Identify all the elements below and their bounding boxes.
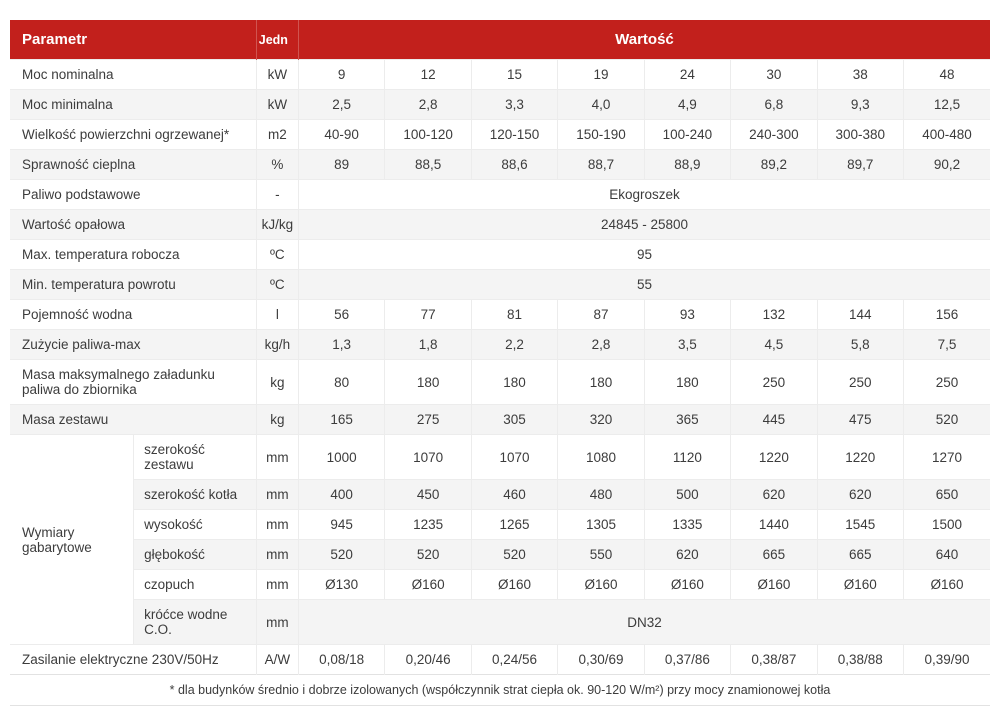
value-cell: 180 — [558, 360, 644, 405]
value-cell: 0,24/56 — [471, 645, 557, 675]
value-cell: 93 — [644, 300, 730, 330]
value-cell: 1120 — [644, 435, 730, 480]
unit-cell: mm — [256, 480, 298, 510]
value-cell: 450 — [385, 480, 471, 510]
value-cell: 88,7 — [558, 150, 644, 180]
value-cell: 89 — [298, 150, 384, 180]
value-cell: 88,6 — [471, 150, 557, 180]
value-cell: 520 — [471, 540, 557, 570]
value-cell: 89,2 — [731, 150, 817, 180]
unit-cell: kJ/kg — [256, 210, 298, 240]
value-cell: 240-300 — [731, 120, 817, 150]
value-cell: 1335 — [644, 510, 730, 540]
param-sub-label: wysokość — [134, 510, 257, 540]
header-jedn: Jedn — [256, 20, 298, 60]
value-cell: 100-120 — [385, 120, 471, 150]
param-label: Zużycie paliwa-max — [10, 330, 256, 360]
value-cell: 0,20/46 — [385, 645, 471, 675]
value-cell: 1235 — [385, 510, 471, 540]
value-cell: 3,3 — [471, 90, 557, 120]
param-label: Wartość opałowa — [10, 210, 256, 240]
value-cell: 81 — [471, 300, 557, 330]
unit-cell: ºC — [256, 270, 298, 300]
unit-cell: kg — [256, 360, 298, 405]
spec-table — [10, 20, 990, 706]
value-cell: 2,2 — [471, 330, 557, 360]
table-row — [10, 360, 990, 405]
value-cell: 1000 — [298, 435, 384, 480]
value-cell: 1,8 — [385, 330, 471, 360]
param-sub-label: szerokość kotła — [134, 480, 257, 510]
value-cell: 1070 — [471, 435, 557, 480]
value-cell: 156 — [904, 300, 990, 330]
value-cell: 250 — [904, 360, 990, 405]
param-label: Moc nominalna — [10, 60, 256, 90]
value-cell: 100-240 — [644, 120, 730, 150]
value-cell: 12,5 — [904, 90, 990, 120]
unit-cell: - — [256, 180, 298, 210]
param-sub-label: króćce wodne C.O. — [134, 600, 257, 645]
value-cell: 87 — [558, 300, 644, 330]
value-cell: 520 — [904, 405, 990, 435]
table-row — [10, 180, 990, 210]
table-row — [10, 600, 990, 645]
unit-cell: ºC — [256, 240, 298, 270]
value-cell: 520 — [385, 540, 471, 570]
value-cell: 80 — [298, 360, 384, 405]
value-cell: Ø160 — [644, 570, 730, 600]
value-cell: 2,8 — [385, 90, 471, 120]
value-cell: 665 — [731, 540, 817, 570]
value-cell: 88,9 — [644, 150, 730, 180]
unit-cell: mm — [256, 435, 298, 480]
param-label: Masa maksymalnego załadunku paliwa do zbiornika — [10, 360, 256, 405]
unit-cell: kg/h — [256, 330, 298, 360]
unit-cell: mm — [256, 510, 298, 540]
value-cell: 1440 — [731, 510, 817, 540]
table-row — [10, 330, 990, 360]
value-cell: 9,3 — [817, 90, 903, 120]
spec-table-header — [10, 20, 990, 60]
unit-cell: kW — [256, 90, 298, 120]
value-cell: 19 — [558, 60, 644, 90]
value-cell: 6,8 — [731, 90, 817, 120]
value-cell: Ø160 — [385, 570, 471, 600]
unit-cell: m2 — [256, 120, 298, 150]
param-label: Sprawność cieplna — [10, 150, 256, 180]
table-row — [10, 120, 990, 150]
value-cell: 7,5 — [904, 330, 990, 360]
value-cell: 15 — [471, 60, 557, 90]
value-cell: 180 — [644, 360, 730, 405]
value-cell: 0,38/88 — [817, 645, 903, 675]
value-cell: 305 — [471, 405, 557, 435]
value-cell: 2,8 — [558, 330, 644, 360]
value-cell: 89,7 — [817, 150, 903, 180]
value-cell: 4,9 — [644, 90, 730, 120]
param-sub-label: czopuch — [134, 570, 257, 600]
param-label: Masa zestawu — [10, 405, 256, 435]
merged-value-cell: Ekogroszek — [298, 180, 990, 210]
value-cell: 2,5 — [298, 90, 384, 120]
unit-cell: mm — [256, 540, 298, 570]
unit-cell: kW — [256, 60, 298, 90]
value-cell: 650 — [904, 480, 990, 510]
merged-value-cell: 95 — [298, 240, 990, 270]
unit-cell: mm — [256, 570, 298, 600]
value-cell: 400 — [298, 480, 384, 510]
table-row — [10, 510, 990, 540]
value-cell: 0,39/90 — [904, 645, 990, 675]
param-label: Moc minimalna — [10, 90, 256, 120]
value-cell: 38 — [817, 60, 903, 90]
value-cell: 250 — [817, 360, 903, 405]
table-row — [10, 90, 990, 120]
value-cell: 48 — [904, 60, 990, 90]
value-cell: 300-380 — [817, 120, 903, 150]
unit-cell: l — [256, 300, 298, 330]
value-cell: Ø130 — [298, 570, 384, 600]
value-cell: 77 — [385, 300, 471, 330]
group-label: Wymiary gabarytowe — [10, 435, 134, 645]
value-cell: 945 — [298, 510, 384, 540]
value-cell: 3,5 — [644, 330, 730, 360]
table-row — [10, 540, 990, 570]
param-label: Max. temperatura robocza — [10, 240, 256, 270]
value-cell: 250 — [731, 360, 817, 405]
header-parametr: Parametr — [10, 20, 256, 60]
value-cell: 460 — [471, 480, 557, 510]
table-row — [10, 240, 990, 270]
table-row — [10, 435, 990, 480]
footnote-row — [10, 675, 990, 706]
merged-value-cell: 24845 - 25800 — [298, 210, 990, 240]
table-row — [10, 270, 990, 300]
value-cell: 1,3 — [298, 330, 384, 360]
value-cell: 1305 — [558, 510, 644, 540]
value-cell: 40-90 — [298, 120, 384, 150]
value-cell: 665 — [817, 540, 903, 570]
value-cell: 0,38/87 — [731, 645, 817, 675]
value-cell: Ø160 — [471, 570, 557, 600]
value-cell: 165 — [298, 405, 384, 435]
value-cell: 1220 — [817, 435, 903, 480]
value-cell: 1070 — [385, 435, 471, 480]
param-label: Paliwo podstawowe — [10, 180, 256, 210]
table-row — [10, 60, 990, 90]
value-cell: 132 — [731, 300, 817, 330]
value-cell: 1080 — [558, 435, 644, 480]
value-cell: 475 — [817, 405, 903, 435]
value-cell: 365 — [644, 405, 730, 435]
value-cell: 120-150 — [471, 120, 557, 150]
param-label: Zasilanie elektryczne 230V/50Hz — [10, 645, 256, 675]
unit-cell: % — [256, 150, 298, 180]
param-sub-label: szerokość zestawu — [134, 435, 257, 480]
value-cell: Ø160 — [558, 570, 644, 600]
value-cell: Ø160 — [817, 570, 903, 600]
value-cell: 620 — [817, 480, 903, 510]
value-cell: 1500 — [904, 510, 990, 540]
value-cell: 5,8 — [817, 330, 903, 360]
table-row — [10, 150, 990, 180]
value-cell: 56 — [298, 300, 384, 330]
value-cell: 480 — [558, 480, 644, 510]
table-row — [10, 300, 990, 330]
param-label: Wielkość powierzchni ogrzewanej* — [10, 120, 256, 150]
value-cell: 180 — [385, 360, 471, 405]
table-row — [10, 210, 990, 240]
value-cell: 4,5 — [731, 330, 817, 360]
value-cell: 1545 — [817, 510, 903, 540]
value-cell: 180 — [471, 360, 557, 405]
value-cell: 400-480 — [904, 120, 990, 150]
value-cell: 1265 — [471, 510, 557, 540]
unit-cell: kg — [256, 405, 298, 435]
value-cell: 24 — [644, 60, 730, 90]
value-cell: 0,30/69 — [558, 645, 644, 675]
param-label: Min. temperatura powrotu — [10, 270, 256, 300]
value-cell: 1220 — [731, 435, 817, 480]
value-cell: 520 — [298, 540, 384, 570]
value-cell: 500 — [644, 480, 730, 510]
unit-cell: mm — [256, 600, 298, 645]
value-cell: 12 — [385, 60, 471, 90]
table-row — [10, 645, 990, 675]
unit-cell: A/W — [256, 645, 298, 675]
value-cell: Ø160 — [904, 570, 990, 600]
value-cell: 9 — [298, 60, 384, 90]
value-cell: 88,5 — [385, 150, 471, 180]
footnote-text: * dla budynków średnio i dobrze izolowanych (współczynnik strat ciepła ok. 90-120 W/m²) przy mocy znamionowej kotła — [10, 675, 990, 706]
value-cell: 620 — [644, 540, 730, 570]
param-label: Pojemność wodna — [10, 300, 256, 330]
value-cell: 640 — [904, 540, 990, 570]
value-cell: 150-190 — [558, 120, 644, 150]
value-cell: 144 — [817, 300, 903, 330]
value-cell: 90,2 — [904, 150, 990, 180]
value-cell: Ø160 — [731, 570, 817, 600]
value-cell: 445 — [731, 405, 817, 435]
value-cell: 275 — [385, 405, 471, 435]
value-cell: 0,08/18 — [298, 645, 384, 675]
table-row — [10, 480, 990, 510]
table-row — [10, 405, 990, 435]
value-cell: 30 — [731, 60, 817, 90]
param-sub-label: głębokość — [134, 540, 257, 570]
value-cell: 320 — [558, 405, 644, 435]
spec-table-body — [10, 60, 990, 706]
header-wartosc: Wartość — [298, 20, 990, 60]
value-cell: 4,0 — [558, 90, 644, 120]
table-row — [10, 570, 990, 600]
merged-value-cell: DN32 — [298, 600, 990, 645]
value-cell: 1270 — [904, 435, 990, 480]
header-row — [10, 20, 990, 60]
value-cell: 620 — [731, 480, 817, 510]
value-cell: 550 — [558, 540, 644, 570]
value-cell: 0,37/86 — [644, 645, 730, 675]
merged-value-cell: 55 — [298, 270, 990, 300]
